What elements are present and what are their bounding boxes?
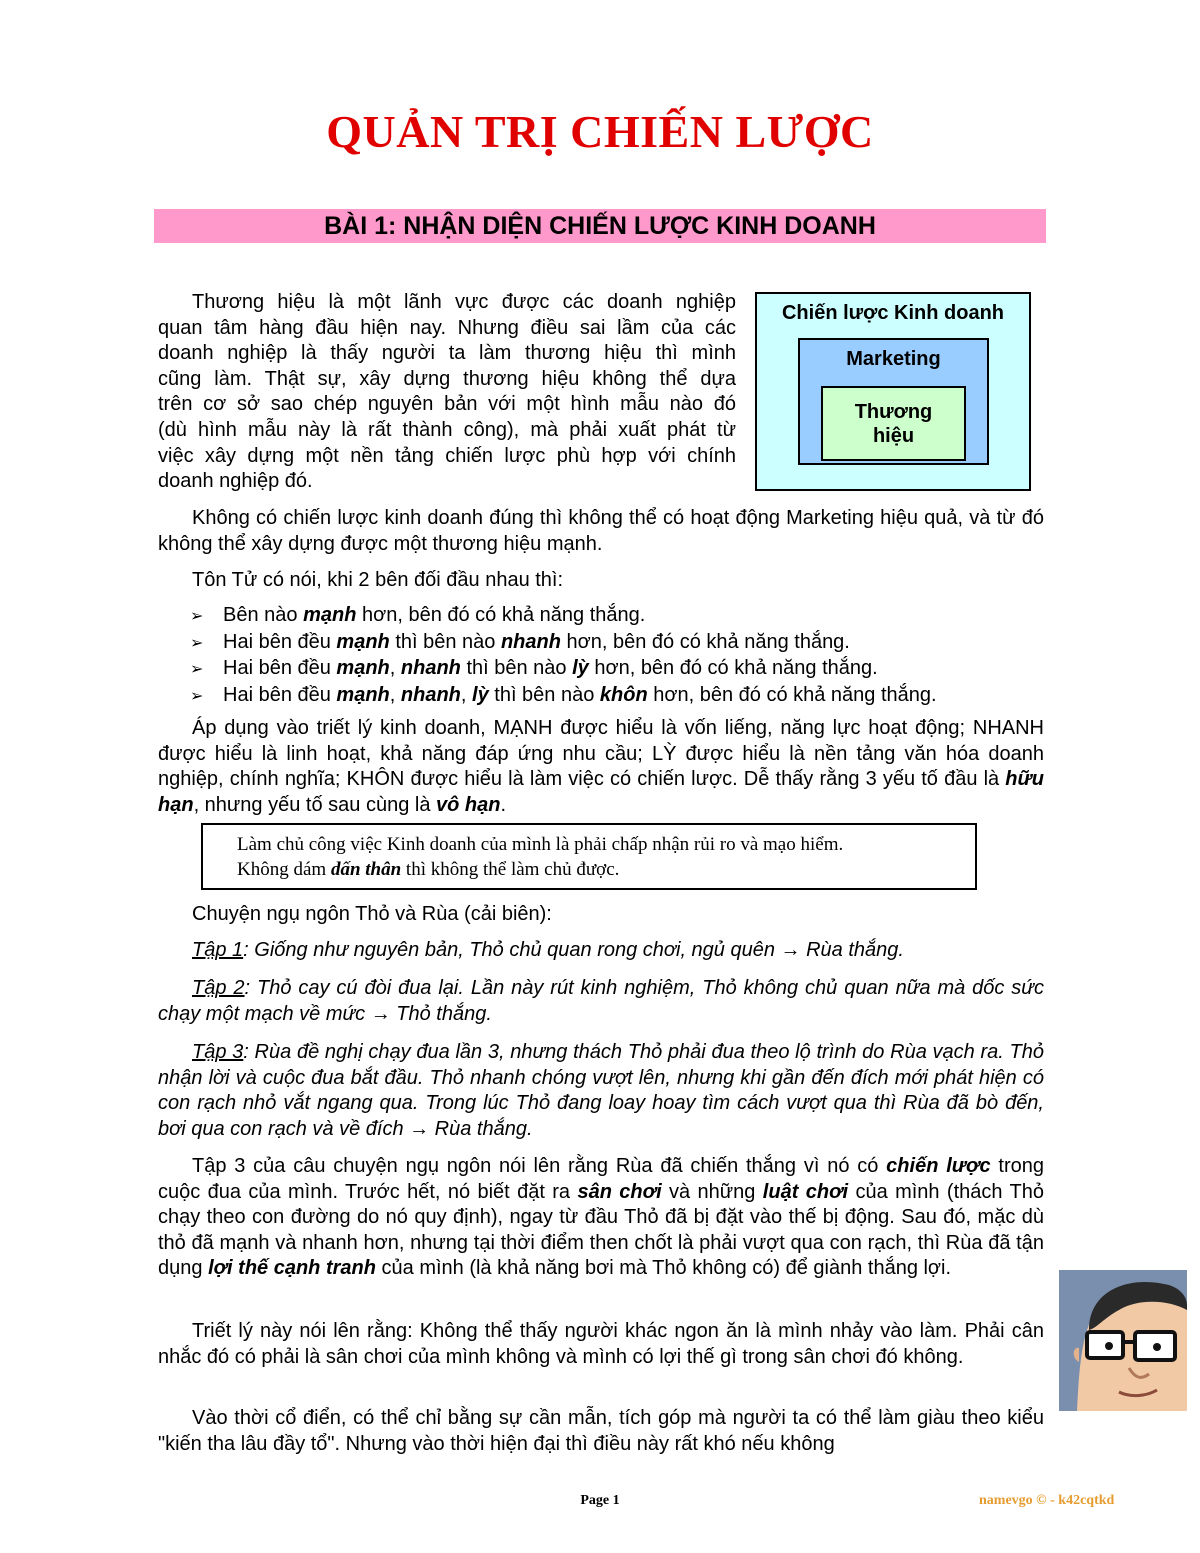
quote-line: Không dám dấn thân thì không thể làm chủ được.: [237, 859, 620, 880]
figure-inner-box: [821, 386, 966, 461]
paragraph-lesson: Tập 3 của câu chuyện ngụ ngôn nói lên rằng Rùa đã chiến thắng vì nó có chiến lược trong cuộc đua của mình. Trước hết, nó biết đặt ra sân chơi và những luật chơi của mình (thách Thỏ chạy theo con đường do nó quy định), ngay từ đầu Thỏ đã bị đặt vào thế bị động. Sau đó, mặc dù thỏ đã mạnh và nhanh hơn, nhưng tại thời điểm then chốt là phải vượt qua con rạch, thì Rùa đã tận dụng lợi thế cạnh tranh của mình (là khả năng bơi mà Thỏ không có) để giành thắng lợi.: [158, 1155, 1044, 1280]
lesson-heading: BÀI 1: NHẬN DIỆN CHIẾN LƯỢC KINH DOANH: [154, 209, 1046, 243]
figure-inner-label: Thương hiệu: [854, 400, 933, 447]
story-intro: Chuyện ngụ ngôn Thỏ và Rùa (cải biên):: [192, 903, 552, 925]
sun-tzu-bullets: [190, 603, 1050, 709]
strategy-figure: [755, 292, 1031, 491]
quote-box: [201, 823, 977, 890]
intro-line: doanh nghiệp là thấy người ta làm thương hiệu thì mình: [158, 342, 736, 365]
intro-line: Thương hiệu là một lãnh vực được các doanh nghiệp: [192, 291, 736, 313]
paragraph-marketing: Không có chiến lược kinh doanh đúng thì không thể có hoạt động Marketing hiệu quả, và từ đó không thể xây dựng được một thương hiệu mạnh.: [158, 507, 1044, 555]
bullet-item: ➢ Hai bên đều mạnh, nhanh, lỳ thì bên nào khôn hơn, bên đó có khả năng thắng.: [190, 683, 1050, 710]
intro-line: doanh nghiệp đó.: [158, 470, 313, 493]
episode-2: Tập 2: Thỏ cay cú đòi đua lại. Lần này rút kinh nghiệm, Thỏ không chủ quan nữa mà dốc sức chạy một mạch về mức → Thỏ thắng.: [158, 977, 1044, 1025]
arrow-bullet-icon: ➢: [190, 687, 204, 705]
arrow-bullet-icon: ➢: [190, 608, 204, 625]
bullet-item: ➢ Bên nào mạnh hơn, bên đó có khả năng thắng.: [190, 603, 1050, 630]
document-title: QUẢN TRỊ CHIẾN LƯỢC: [326, 106, 874, 157]
paragraph-sun-tzu: Tôn Tử có nói, khi 2 bên đối đầu nhau thì:: [192, 569, 564, 591]
intro-line: trên cơ sở sao chép nguyên bản với một hình mẫu nào đó: [158, 393, 736, 416]
paragraph-triet-ly: Triết lý này nói lên rằng: Không thể thấy người khác ngon ăn là mình nhảy vào làm. Phải cân nhắc đó có phải là sân chơi của mình không và mình có lợi thế gì trong sân chơi đó không.: [158, 1320, 1044, 1368]
intro-paragraph: [158, 290, 736, 495]
intro-line: quan tâm hàng đầu hiện nay. Nhưng điều sai lầm của các: [158, 316, 736, 339]
episode-3: Tập 3: Rùa đề nghị chạy đua lần 3, nhưng thách Thỏ phải đua theo lộ trình do Rùa vạch ra. Thỏ nhận lời và cuộc đua bắt đầu. Thỏ nhanh chóng vượt lên, nhưng khi gần đến đích mới phát hiện có con rạch nhỏ vắt ngang qua. Trong lúc Thỏ đang loay hoay tìm cách vượt qua thì Rùa đã bò đến, bơi qua con rạch và về đích → Rùa thắng.: [158, 1041, 1044, 1140]
paragraph-philosophy: Áp dụng vào triết lý kinh doanh, MẠNH được hiểu là vốn liếng, năng lực hoạt động; NHANH được hiểu là linh hoạt, khả năng đáp ứng nhu cầu; LỲ được hiểu là nền tảng văn hóa doanh nghiệp, chính nghĩa; KHÔN được hiểu là làm việc có chiến lược. Dễ thấy rằng 3 yếu tố đầu là hữu hạn, nhưng yếu tố sau cùng là vô hạn.: [158, 717, 1044, 816]
intro-line: (dù hình mẫu này là rất thành công), mà phải xuất phát từ: [158, 418, 736, 441]
arrow-bullet-icon: ➢: [190, 661, 204, 679]
figure-middle-label: Marketing: [846, 348, 941, 370]
bullet-item: ➢ Hai bên đều mạnh thì bên nào nhanh hơn, bên đó có khả năng thắng.: [190, 630, 1050, 657]
episode-1: Tập 1: Giống như nguyên bản, Thỏ chủ quan rong chơi, ngủ quên → Rùa thắng.: [192, 939, 904, 961]
page-number: Page 1: [580, 1493, 620, 1508]
quote-line: Làm chủ công việc Kinh doanh của mình là phải chấp nhận rủi ro và mạo hiểm.: [237, 834, 844, 855]
footer-credit: namevgo © - k42cqtkd: [979, 1493, 1115, 1508]
arrow-bullet-icon: ➢: [190, 634, 204, 652]
intro-line: việc xây dựng một nền tảng chiến lược phù hợp với chính: [158, 444, 736, 467]
figure-middle-box: [798, 338, 989, 465]
bullet-item: ➢ Hai bên đều mạnh, nhanh thì bên nào lỳ hơn, bên đó có khả năng thắng.: [190, 656, 1050, 683]
figure-outer-label: Chiến lược Kinh doanh: [781, 302, 1005, 324]
intro-line: cũng làm. Thật sự, xây dựng thương hiệu không thể dựa: [158, 367, 736, 390]
cartoon-avatar: [1059, 1270, 1187, 1411]
paragraph-classic-era: Vào thời cổ điển, có thể chỉ bằng sự cần mẫn, tích góp mà người ta có thể làm giàu theo kiểu "kiến tha lâu đầy tổ". Nhưng vào thời hiện đại thì điều này rất khó nếu không: [158, 1407, 1044, 1455]
